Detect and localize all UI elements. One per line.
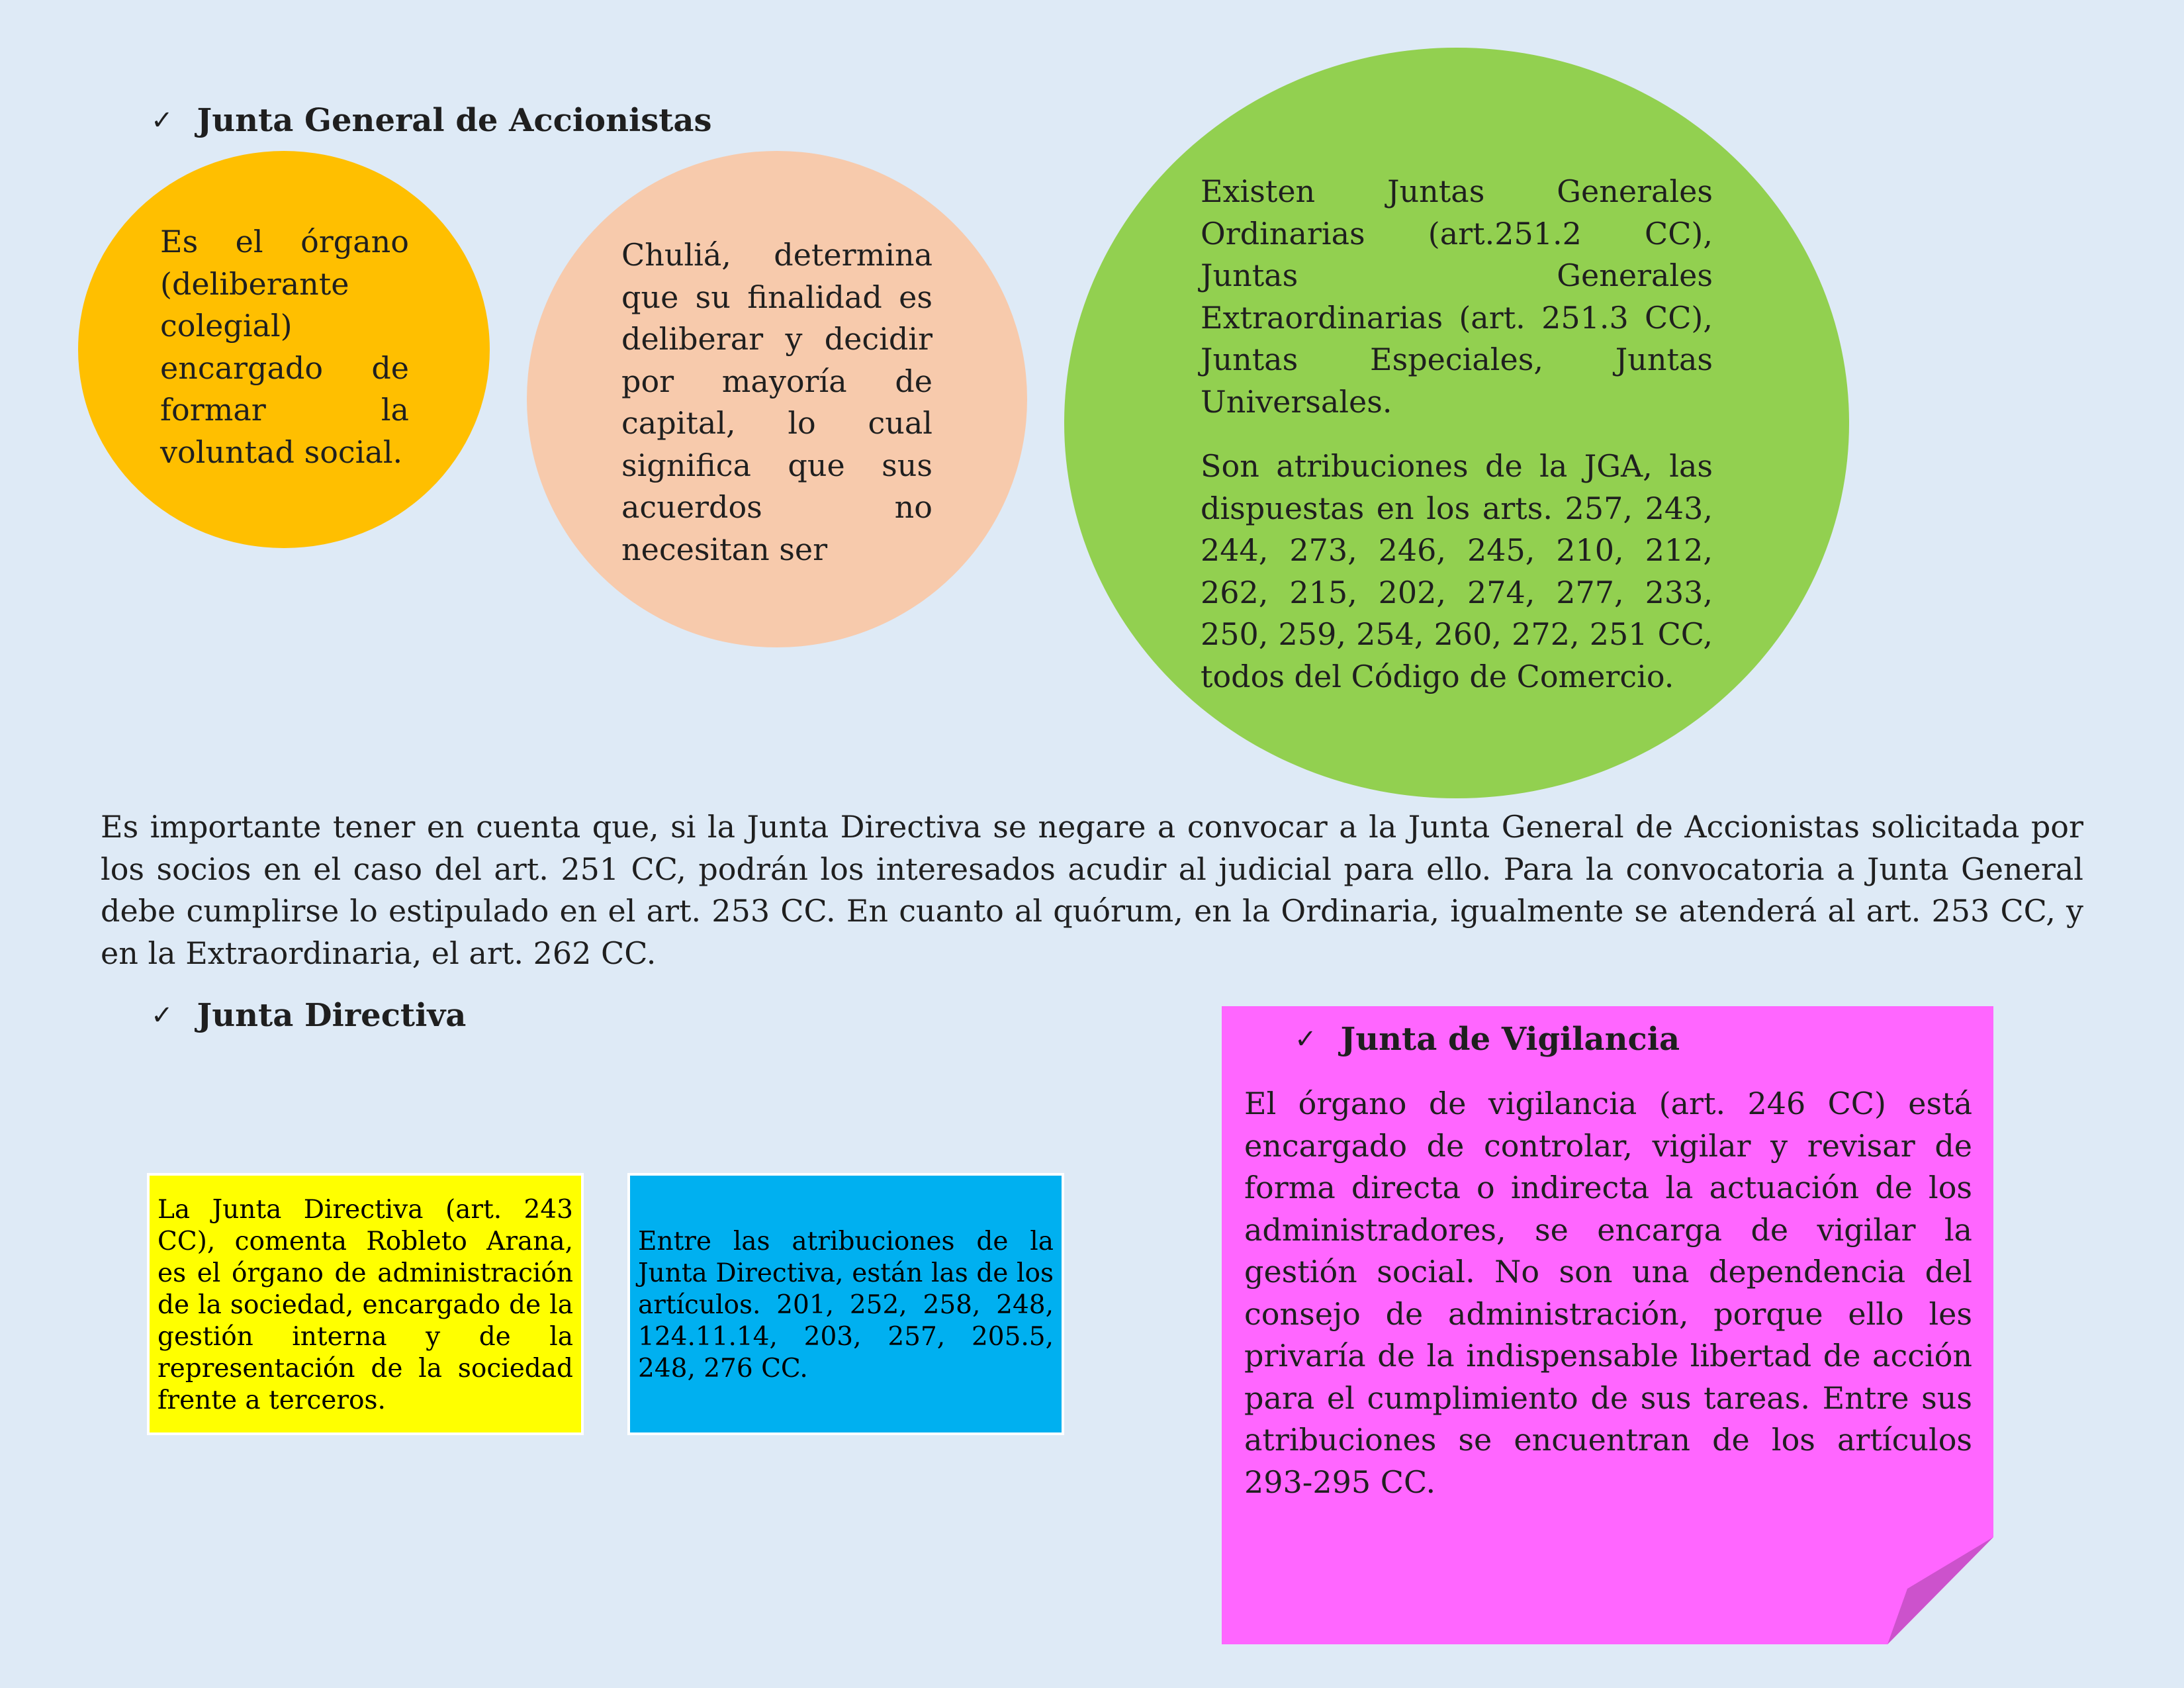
heading-junta-directiva-label: Junta Directiva — [197, 997, 467, 1034]
heading-junta-general-label: Junta General de Accionistas — [197, 102, 712, 139]
heading-junta-vigilancia-label: Junta de Vigilancia — [1340, 1021, 1680, 1058]
green-circle — [1064, 48, 1849, 798]
heading-junta-general — [151, 101, 712, 140]
sticky-note-text: El órgano de vigilancia (art. 246 CC) está encargado de controlar, vigilar y revisar de forma directa o indirecta la actuación de los administradores, se encarga de vigilar la gestión social. No son una dependencia del consejo de administración, porque ello les privaría de la indispensable libertad de acción para el cumplimiento de sus tareas. Entre sus atribuciones se encuentran de los artículos 293-295 CC. — [1244, 1086, 1972, 1500]
yellow-box-text: La Junta Directiva (art. 243 CC), comenta Robleto Arana, es el órgano de administración de la sociedad, encargado de la gestión interna y de la representación de la sociedad frente a terceros. — [158, 1195, 573, 1415]
orange-circle — [78, 151, 490, 548]
green-circle-content — [1201, 171, 1713, 698]
heading-junta-vigilancia — [1295, 1019, 1680, 1059]
green-circle-paragraph-1: Existen Juntas Generales Ordinarias (art.251.2 CC), Juntas Generales Extraordinarias (art. 251.3 CC), Juntas Especiales, Juntas Universales. — [1201, 173, 1713, 420]
green-circle-paragraph-2: Son atribuciones de la JGA, las dispuestas en los arts. 257, 243, 244, 273, 246, 245, 210, 212, 262, 215, 202, 274, 277, 233, 250, 259, 254, 260, 272, 251 CC, todos del Código de Comercio. — [1201, 448, 1713, 694]
blue-box — [627, 1173, 1064, 1435]
heading-junta-directiva — [151, 996, 466, 1035]
orange-circle-text: Es el órgano (deliberante colegial) encargado de formar la voluntad social. — [160, 224, 409, 470]
blue-box-text: Entre las atribuciones de la Junta Directiva, están las de los artículos. 201, 252, 258, 248, 124.11.14, 203, 257, 205.5, 248, 276 CC. — [638, 1227, 1054, 1383]
yellow-box — [147, 1173, 584, 1435]
body-paragraph: Es importante tener en cuenta que, si la Junta Directiva se negare a convocar a la Junta General de Accionistas solicitada por los socios en el caso del art. 251 CC, podrán los interesados acudir al judicial para ello. Para la convocatoria a Junta General debe cumplirse lo estipulado en el art. 253 CC. En cuanto al quórum, en la Ordinaria, igualmente se atenderá al art. 253 CC, y en la Extraordinaria, el art. 262 CC. — [101, 809, 2083, 971]
checkmark-icon: ✓ — [151, 105, 173, 136]
checkmark-icon: ✓ — [1295, 1024, 1317, 1055]
peach-circle-text: Chuliá, determina que su finalidad es deliberar y decidir por mayoría de capital, lo cual significa que sus acuerdos no necesitan ser — [621, 237, 933, 567]
checkmark-icon: ✓ — [151, 1000, 173, 1031]
peach-circle — [527, 151, 1027, 647]
